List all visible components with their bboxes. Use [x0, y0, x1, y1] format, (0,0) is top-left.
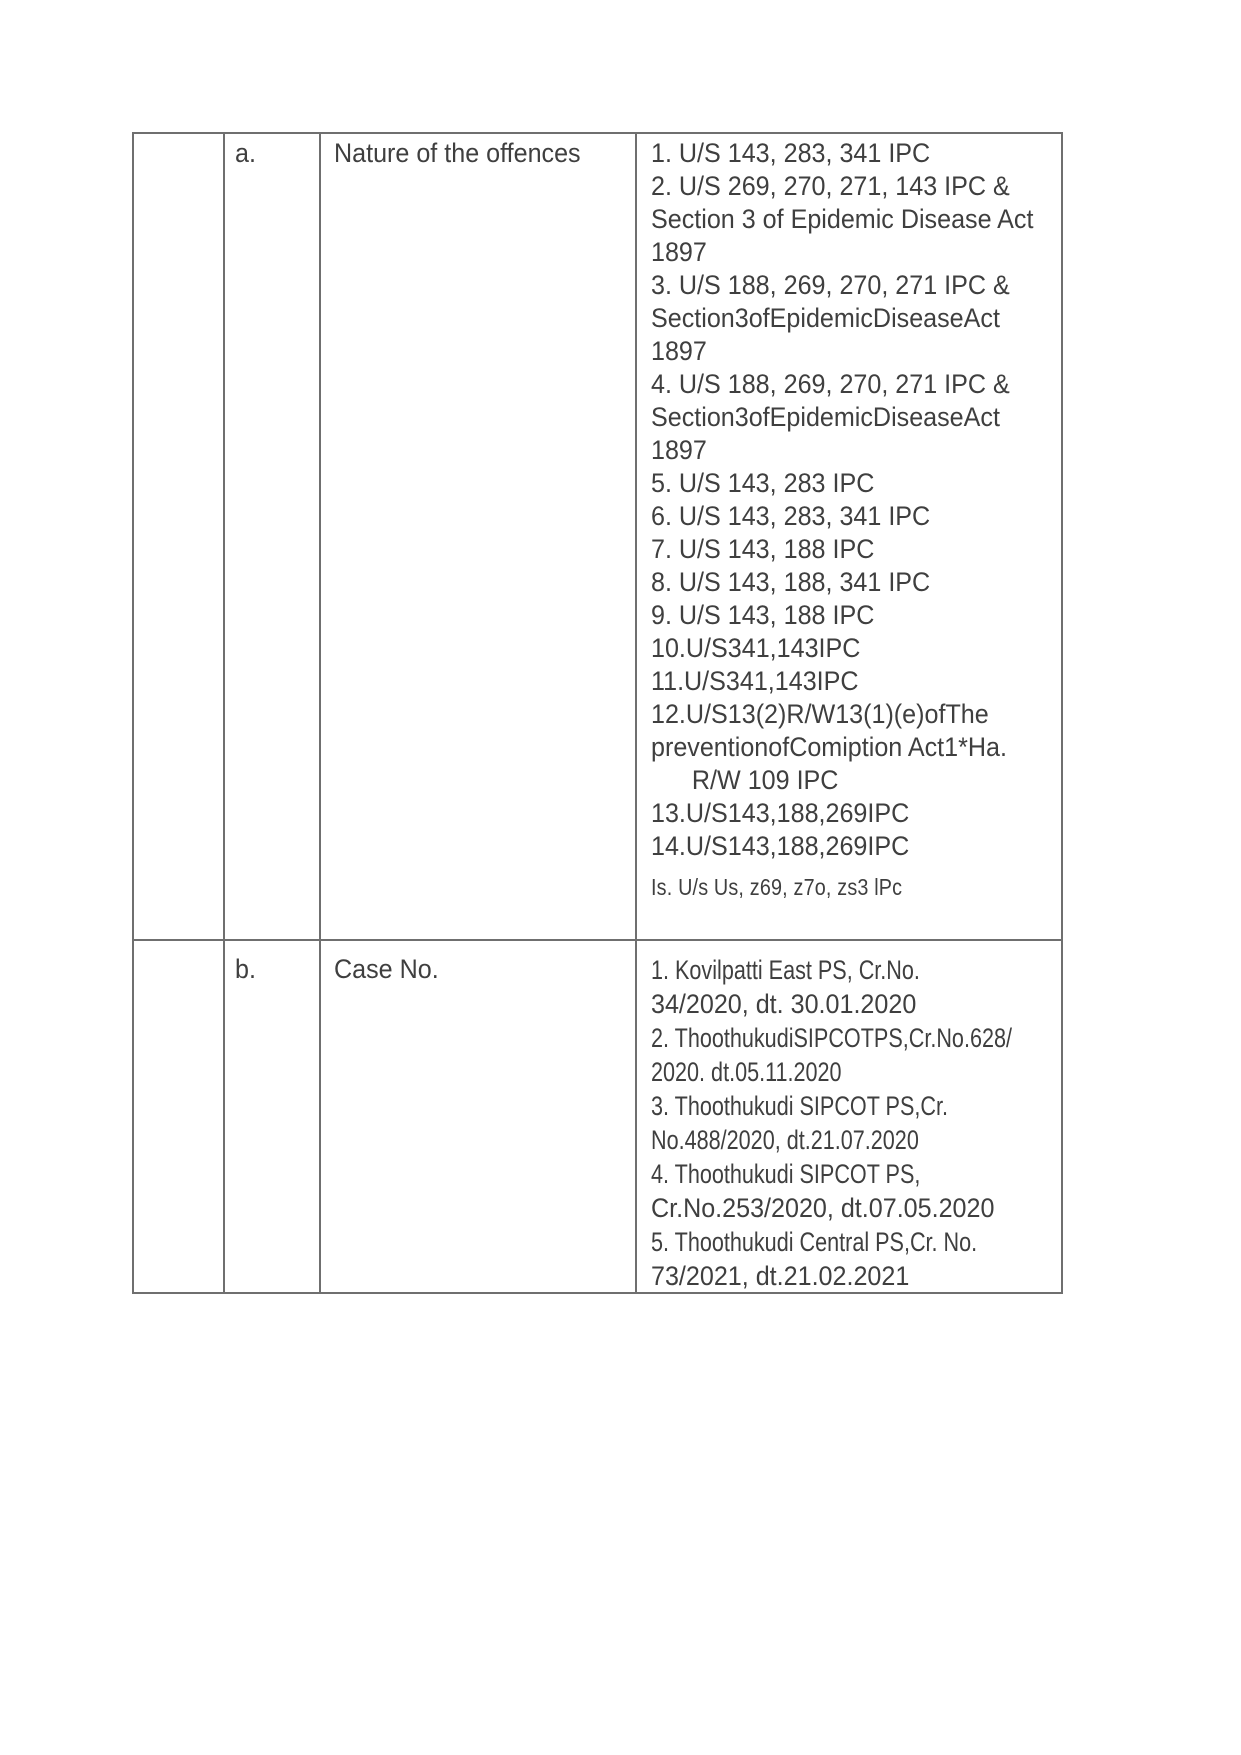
value-line: 12.U/S13(2)R/W13(1)(e)ofThe [651, 699, 989, 729]
row-index-cell [134, 939, 225, 1292]
value-line: 1897 [651, 435, 707, 465]
row-letter: a. [235, 138, 256, 168]
value-line: 34/2020, dt. 30.01.2020 [651, 989, 917, 1019]
value-line: 14.U/S143,188,269IPC [651, 831, 910, 861]
value-line: 2. U/S 269, 270, 271, 143 IPC & [651, 171, 1010, 201]
value-line: Section 3 of Epidemic Disease Act [651, 204, 1034, 234]
value-line: 2020. dt.05.11.2020 [651, 1057, 842, 1087]
value-line: 6. U/S 143, 283, 341 IPC [651, 501, 931, 531]
value-line: 8. U/S 143, 188, 341 IPC [651, 567, 931, 597]
row-letter-cell [225, 134, 321, 939]
value-line: 1. Kovilpatti East PS, Cr.No. [651, 955, 920, 985]
value-line: 1897 [651, 237, 707, 267]
value-line: 5. U/S 143, 283 IPC [651, 468, 875, 498]
offences-case-table [132, 132, 1063, 1294]
row-value-cell [637, 939, 1061, 1292]
value-line: 1897 [651, 336, 707, 366]
row-index-cell [134, 134, 225, 939]
value-line: 9. U/S 143, 188 IPC [651, 600, 875, 630]
value-line: preventionofComiption Act1*Ha. [651, 732, 1007, 762]
value-line: 7. U/S 143, 188 IPC [651, 534, 875, 564]
value-line: 11.U/S341,143IPC [651, 666, 859, 696]
value-line: 4. Thoothukudi SIPCOT PS, [651, 1159, 921, 1189]
table-row [134, 134, 1061, 939]
value-line: 4. U/S 188, 269, 270, 271 IPC & [651, 369, 1010, 399]
value-line: No.488/2020, dt.21.07.2020 [651, 1125, 919, 1155]
row-label-cell [321, 939, 637, 1292]
row-label: Case No. [334, 954, 439, 984]
row-letter: b. [235, 954, 256, 984]
value-line: 10.U/S341,143IPC [651, 633, 861, 663]
value-line: Is. U/s Us, z69, z7o, zs3 lPc [651, 874, 903, 900]
value-line: 13.U/S143,188,269IPC [651, 798, 910, 828]
value-line: 3. Thoothukudi SIPCOT PS,Cr. [651, 1091, 948, 1121]
row-value-cell [637, 134, 1061, 939]
value-line: Section3ofEpidemicDiseaseAct [651, 402, 1000, 432]
value-line: 5. Thoothukudi Central PS,Cr. No. [651, 1227, 978, 1257]
value-line: Cr.No.253/2020, dt.07.05.2020 [651, 1193, 995, 1223]
row-label-cell [321, 134, 637, 939]
row-letter-cell [225, 939, 321, 1292]
row-label: Nature of the offences [334, 138, 581, 168]
value-line: 3. U/S 188, 269, 270, 271 IPC & [651, 270, 1010, 300]
value-line: Section3ofEpidemicDiseaseAct [651, 303, 1000, 333]
value-line: 73/2021, dt.21.02.2021 [651, 1261, 910, 1291]
table-row [134, 939, 1061, 1292]
value-line: 1. U/S 143, 283, 341 IPC [651, 138, 931, 168]
value-line: R/W 109 IPC [691, 765, 839, 795]
value-line: 2. ThoothukudiSIPCOTPS,Cr.No.628/ [651, 1023, 1012, 1053]
